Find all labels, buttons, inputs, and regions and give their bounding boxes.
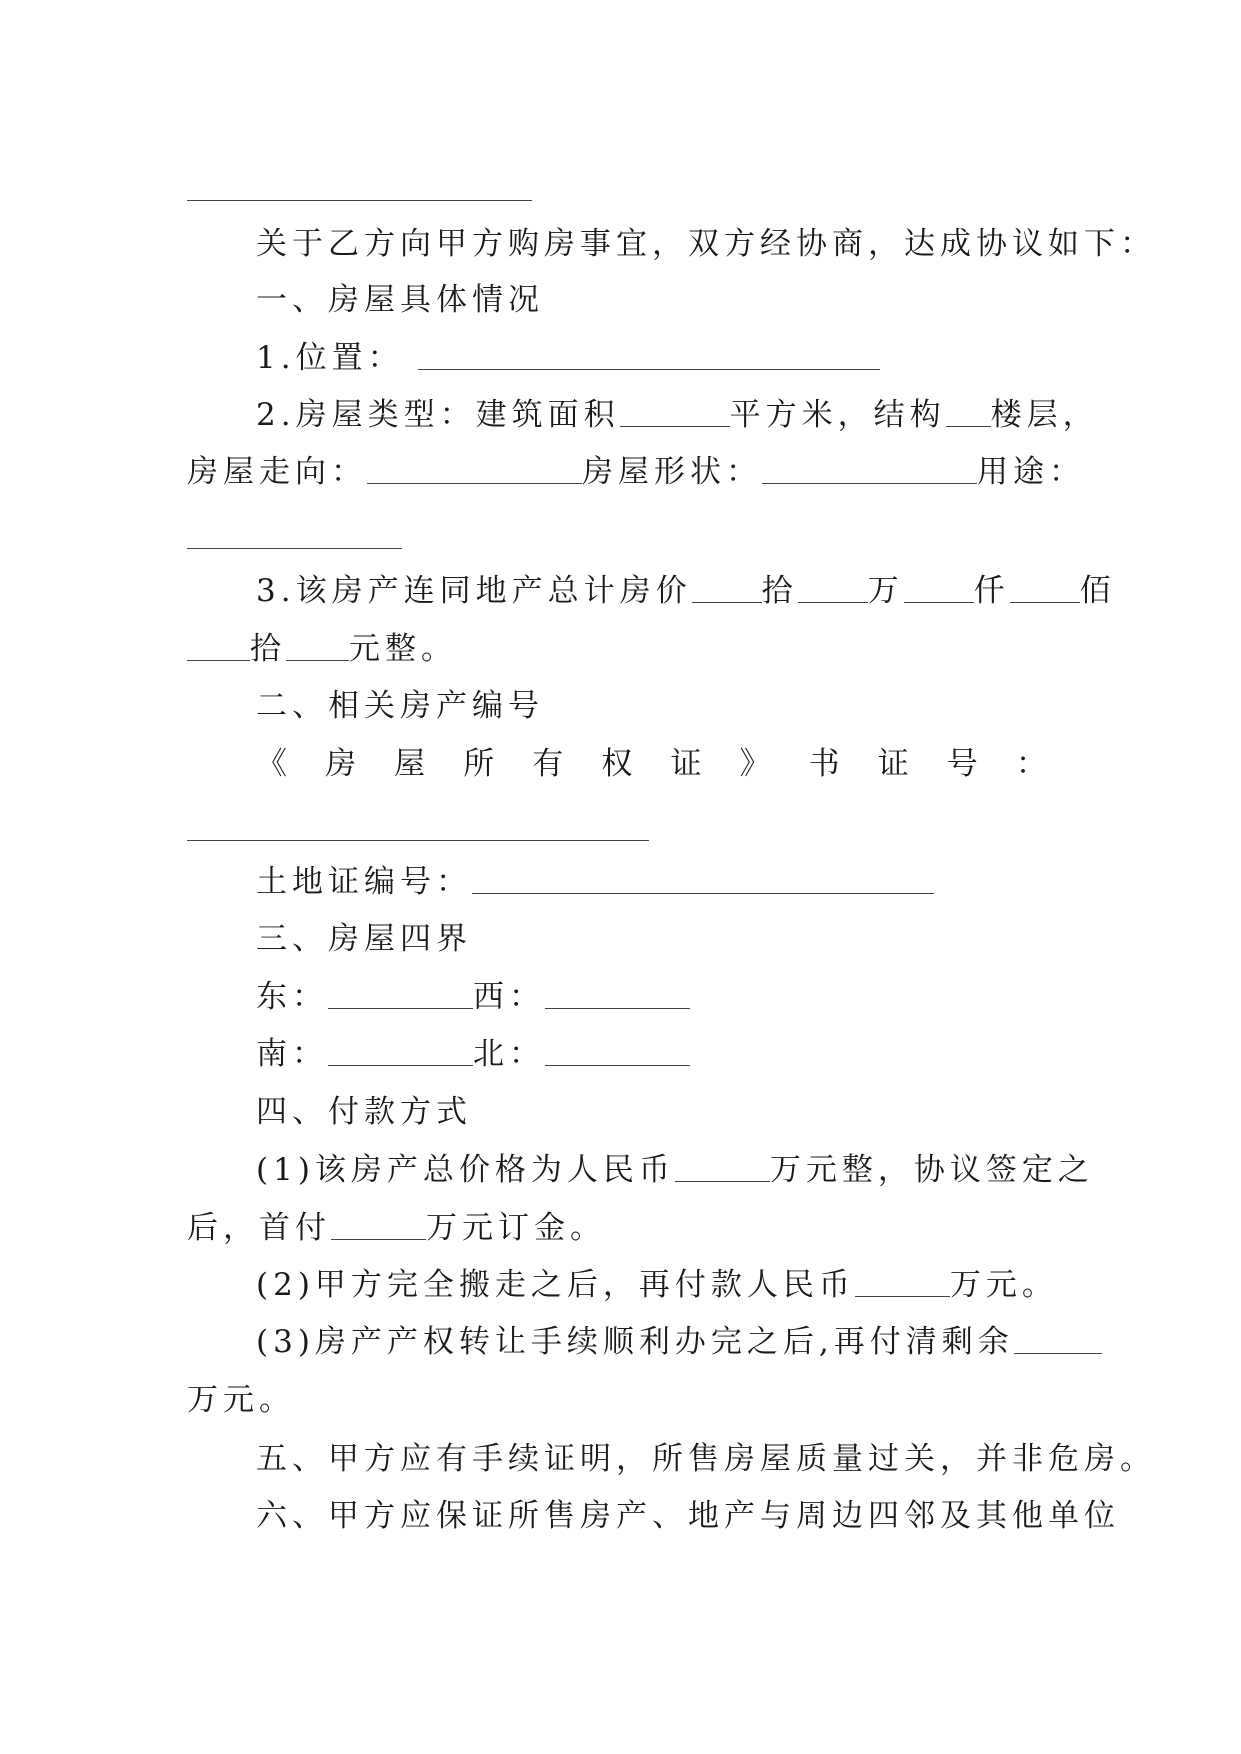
section-5-text: 五、甲方应有手续证明，所售房屋质量过关，并非危房。 (256, 1441, 1156, 1477)
section-2-title: 二、相关房产编号 (256, 688, 544, 724)
section-1-title: 一、房屋具体情况 (256, 282, 544, 318)
orientation-blank[interactable] (367, 453, 582, 484)
cert-char: 屋 (394, 746, 426, 782)
location-blank[interactable] (418, 339, 880, 370)
orientation-label: 房屋走向： (187, 454, 367, 490)
floor-label: 楼层， (990, 397, 1099, 433)
cert-char: 《 (256, 746, 287, 782)
payment-1-label: (1)该房产总价格为人民币 (256, 1152, 675, 1188)
price-unit-qian: 仟 (973, 573, 1010, 609)
price-blank-3[interactable] (904, 572, 974, 603)
shape-label: 房屋形状： (582, 454, 762, 490)
section-4-heading (256, 1083, 1047, 1141)
south-label: 南： (256, 1036, 328, 1072)
north-label: 北： (473, 1036, 545, 1072)
south-north-row (256, 1025, 1047, 1083)
section-2-heading (256, 677, 1047, 735)
section-5-row (256, 1430, 1156, 1488)
sqm-structure-label: 平方米，结构 (729, 397, 946, 433)
land-cert-blank[interactable] (472, 863, 934, 894)
price-unit-shi: 拾 (761, 573, 798, 609)
payment-2-unit: 万元。 (949, 1267, 1058, 1303)
section-4-title: 四、付款方式 (256, 1094, 472, 1130)
down-payment-blank[interactable] (331, 1209, 426, 1240)
payment-1-total-blank[interactable] (675, 1151, 770, 1182)
land-cert-row (256, 853, 1047, 911)
payment-2-row (256, 1256, 1058, 1314)
cert-char: 》 (739, 746, 771, 782)
top-blank-line (187, 200, 532, 201)
section-6-row (256, 1487, 1120, 1545)
cert-char: ： (1015, 746, 1047, 782)
price-blank-6[interactable] (286, 630, 349, 661)
payment-3-cont (187, 1371, 1047, 1429)
cert-char: 号 (946, 746, 978, 782)
price-blank-5[interactable] (187, 630, 250, 661)
cert-char: 书 (808, 746, 840, 782)
west-blank[interactable] (545, 978, 690, 1009)
cert-char: 有 (532, 746, 564, 782)
payment-2-blank[interactable] (855, 1266, 950, 1297)
price-unit-yuan: 元整。 (349, 631, 457, 667)
area-blank[interactable] (620, 396, 730, 427)
location-row (256, 329, 1047, 387)
ownership-cert-row (256, 735, 1047, 793)
cert-char: 证 (877, 746, 909, 782)
deposit-text: 万元订金。 (426, 1210, 606, 1246)
price-blank-2[interactable] (798, 572, 868, 603)
price-unit-wan: 万 (867, 573, 904, 609)
cert-char: 权 (601, 746, 633, 782)
intro-paragraph (256, 215, 1156, 273)
section-1-heading (256, 271, 1047, 329)
payment-3-blank[interactable] (1014, 1323, 1102, 1354)
price-row (256, 562, 1116, 620)
price-row-cont (187, 620, 1047, 678)
house-type-label: 2.房屋类型：建筑面积 (256, 397, 620, 433)
price-label: 3.该房产连同地产总计房价 (256, 573, 692, 609)
use-blank[interactable] (187, 548, 402, 549)
payment-1-row (256, 1141, 1094, 1199)
intro-text: 关于乙方向甲方购房事宜，双方经协商，达成协议如下： (256, 226, 1156, 262)
east-label: 东： (256, 979, 328, 1015)
ownership-cert-blank[interactable] (187, 840, 649, 841)
section-3-heading (256, 910, 1047, 968)
price-blank-1[interactable] (692, 572, 762, 603)
house-type-row (256, 386, 1099, 444)
east-blank[interactable] (328, 978, 473, 1009)
location-label: 1.位置： (256, 340, 404, 376)
cert-char: 证 (670, 746, 702, 782)
section-6-text: 六、甲方应保证所售房产、地产与周边四邻及其他单位 (256, 1498, 1120, 1534)
cert-char: 所 (463, 746, 495, 782)
payment-3-unit: 万元。 (187, 1382, 295, 1418)
price-blank-4[interactable] (1010, 572, 1080, 603)
orientation-row (187, 443, 1085, 501)
north-blank[interactable] (545, 1035, 690, 1066)
payment-2-label: (2)甲方完全搬走之后，再付款人民币 (256, 1267, 855, 1303)
south-blank[interactable] (328, 1035, 473, 1066)
down-payment-label: 后，首付 (187, 1210, 331, 1246)
payment-1-cont (187, 1199, 1047, 1257)
price-unit-bai: 佰 (1079, 573, 1116, 609)
cert-char: 房 (325, 746, 357, 782)
section-3-title: 三、房屋四界 (256, 921, 472, 957)
structure-blank[interactable] (946, 396, 991, 427)
shape-blank[interactable] (762, 453, 977, 484)
use-label: 用途： (977, 454, 1085, 490)
east-west-row (256, 968, 1047, 1026)
west-label: 西： (473, 979, 545, 1015)
payment-3-row (256, 1313, 1047, 1371)
payment-1-text: 万元整，协议签定之 (769, 1152, 1094, 1188)
price-unit-shi-2: 拾 (250, 631, 286, 667)
payment-3-label: (3)房产产权转让手续顺利办完之后,再付清剩余 (256, 1324, 1014, 1360)
land-cert-label: 土地证编号： (256, 864, 472, 900)
